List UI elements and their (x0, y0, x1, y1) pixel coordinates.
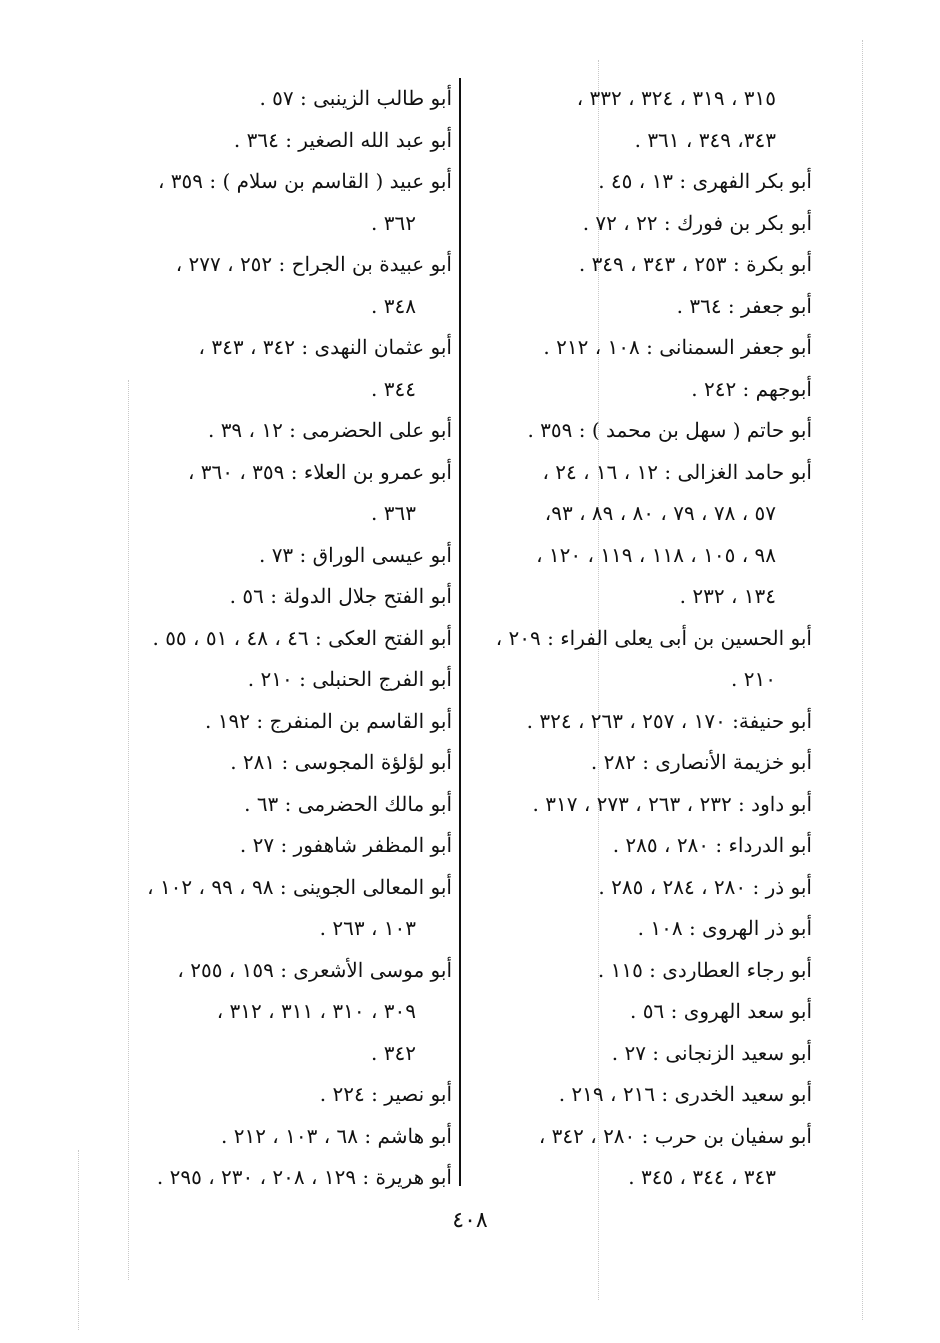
index-entry: أبو سعد الهروى : ٥٦ . (630, 999, 812, 1023)
index-entry: أبو عبيد ( القاسم بن سلام ) : ٣٥٩ ، (157, 169, 452, 193)
index-entry: أبو بكر الفهرى : ١٣ ، ٤٥ . (598, 169, 812, 193)
index-entry: أبو القاسم بن المنفرج : ١٩٢ . (205, 708, 452, 733)
index-entry: أبو نصير : ٢٢٤ . (319, 1082, 452, 1106)
index-entry: أبو جعفر السمنانى : ١٠٨ ، ٢١٢ . (543, 335, 812, 359)
scan-artifact-line (862, 40, 863, 1320)
index-entry: أبو بكر بن فورك : ٢٢ ، ٧٢ . (582, 210, 812, 235)
index-entry: أبو هاشم : ٦٨ ، ١٠٣ ، ٢١٢ . (221, 1123, 452, 1148)
index-entry-continuation: ١٠٣ ، ٢٦٣ . (319, 916, 416, 940)
index-entry: أبو على الحضرمى : ١٢ ، ٣٩ . (207, 418, 452, 442)
index-entry-continuation: ٣٤٣، ٣٤٩ ، ٣٦١ . (634, 127, 776, 152)
index-entry-continuation: ٣٠٩ ، ٣١٠ ، ٣١١ ، ٣١٢ ، (216, 999, 416, 1023)
index-entry: أبو حنيفة: ١٧٠ ، ٢٥٧ ، ٢٦٣ ، ٣٢٤ . (526, 708, 812, 733)
index-entry-continuation: ١٣٤ ، ٢٣٢ . (679, 584, 776, 608)
index-entry: أبو عيسى الوراق : ٧٣ . (258, 542, 452, 567)
index-entry-continuation: ٣١٥ ، ٣١٩ ، ٣٢٤ ، ٣٣٢ ، (576, 86, 776, 110)
index-entry: أبو مالك الحضرمى : ٦٣ . (244, 791, 452, 816)
index-entry: أبو عبد الله الصغير : ٣٦٤ . (233, 127, 452, 152)
index-entry: أبو الفتح جلال الدولة : ٥٦ . (229, 584, 452, 608)
index-entry: أبو داود : ٢٣٢ ، ٢٦٣ ، ٢٧٣ ، ٣١٧ . (532, 791, 812, 816)
index-entry: أبو عمرو بن العلاء : ٣٥٩ ، ٣٦٠ ، (187, 459, 452, 484)
index-entry: أبو بكرة : ٢٥٣ ، ٣٤٣ ، ٣٤٩ . (578, 252, 812, 276)
index-entry-continuation: ٢١٠ . (731, 667, 776, 691)
index-entry: أبو عبيدة بن الجراح : ٢٥٢ ، ٢٧٧ ، (175, 252, 452, 276)
index-entry: أبو سعيد الزنجانى : ٢٧ . (611, 1040, 812, 1065)
index-entry: أبو الحسين بن أبى يعلى الفراء : ٢٠٩ ، (495, 625, 812, 650)
scan-artifact-line (78, 1150, 79, 1330)
index-entry: أبو لؤلؤة المجوسى : ٢٨١ . (230, 750, 452, 774)
index-entry-continuation: ٣٤٤ . (371, 376, 416, 401)
column-divider (459, 78, 461, 1186)
index-entry: أبوجهم : ٢٤٢ . (691, 376, 812, 401)
index-entry: أبو ذر : ٢٨٠ ، ٢٨٤ ، ٢٨٥ . (598, 874, 812, 899)
index-entry: أبو حامد الغزالى : ١٢ ، ١٦ ، ٢٤ ، (542, 459, 812, 484)
index-entry-continuation: ٣٦٣ . (371, 501, 416, 525)
index-entry: أبو خزيمة الأنصارى : ٢٨٢ . (590, 750, 812, 774)
index-entry: أبو الدرداء : ٢٨٠ ، ٢٨٥ . (612, 833, 812, 857)
index-entry: أبو المظفر شاهفور : ٢٧ . (239, 833, 452, 857)
index-entry: أبو طالب الزينبى : ٥٧ . (259, 86, 452, 110)
index-entry: أبو عثمان النهدى : ٣٤٢ ، ٣٤٣ ، (198, 335, 452, 359)
index-entry: أبو سفيان بن حرب : ٢٨٠ ، ٣٤٢ ، (538, 1123, 812, 1148)
index-entry: أبو سعيد الخدرى : ٢١٦ ، ٢١٩ . (558, 1082, 812, 1106)
index-entry: أبو المعالى الجوينى : ٩٨ ، ٩٩ ، ١٠٢ ، (147, 874, 452, 899)
page-number: ٤٠٨ (452, 1208, 488, 1233)
index-column-right (462, 78, 812, 1199)
index-entry: أبو موسى الأشعرى : ١٥٩ ، ٢٥٥ ، (177, 957, 452, 982)
index-entry-continuation: ٥٧ ، ٧٨ ، ٧٩ ، ٨٠ ، ٨٩ ، ٩٣، (544, 501, 776, 525)
index-entry-continuation: ٣٦٢ . (371, 210, 416, 235)
index-entry-continuation: ٣٤٨ . (371, 293, 416, 318)
index-entry: أبو رجاء العطاردى : ١١٥ . (597, 957, 812, 982)
index-entry: أبو ذر الهروى : ١٠٨ . (637, 916, 812, 940)
index-entry: أبو الفتح العكى : ٤٦ ، ٤٨ ، ٥١ ، ٥٥ . (152, 625, 452, 650)
index-entry: أبو الفرج الحنبلى : ٢١٠ . (247, 667, 452, 691)
index-entry: أبو جعفر : ٣٦٤ . (676, 293, 812, 318)
index-entry: أبو هريرة : ١٢٩ ، ٢٠٨ ، ٢٣٠ ، ٢٩٥ . (156, 1165, 452, 1189)
index-entry: أبو حاتم ( سهل بن محمد ) : ٣٥٩ . (527, 418, 812, 442)
index-entry-continuation: ٣٤٣ ، ٣٤٤ ، ٣٤٥ . (628, 1165, 776, 1189)
index-entry-continuation: ٣٤٢ . (371, 1040, 416, 1065)
index-entry-continuation: ٩٨ ، ١٠٥ ، ١١٨ ، ١١٩ ، ١٢٠ ، (536, 542, 776, 567)
index-column-left (92, 78, 452, 1199)
